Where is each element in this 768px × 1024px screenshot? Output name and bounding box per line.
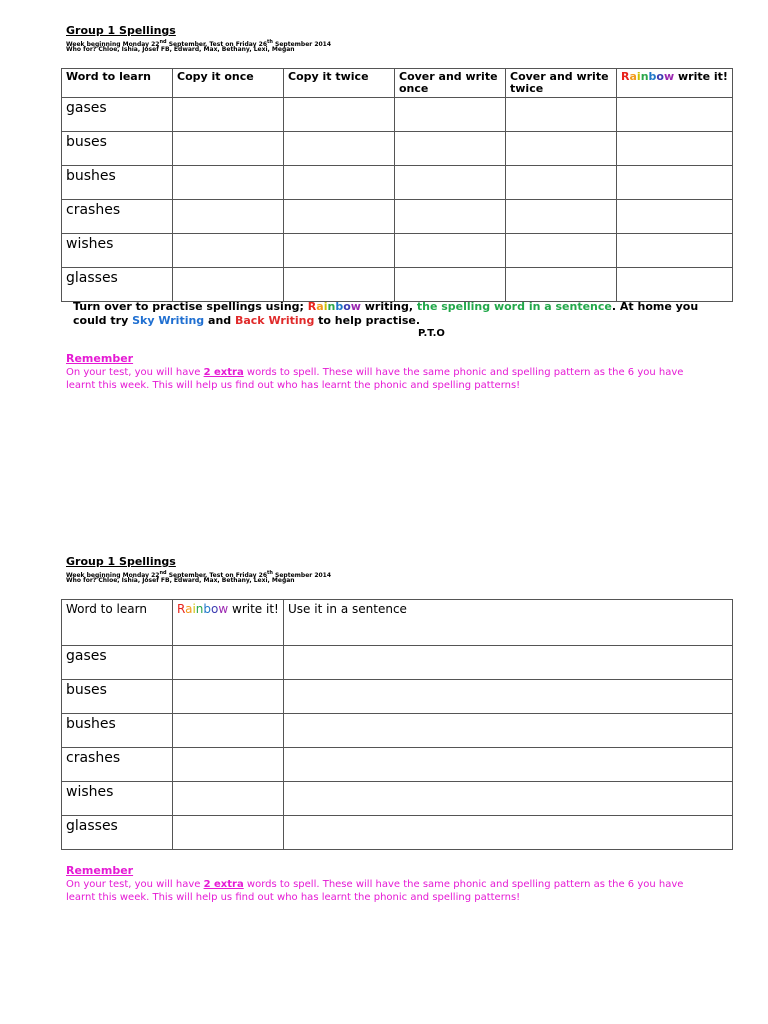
word-cell: gases xyxy=(62,646,173,680)
header-word: Word to learn xyxy=(62,69,173,98)
table-row xyxy=(62,132,733,166)
word-cell: wishes xyxy=(62,782,173,816)
sheet1-who-for: Who for? Chloe, Ishia, Josef FB, Edward, Max, Bethany, Lexi, Megan xyxy=(66,46,295,53)
sheet1-remember-text: On your test, you will have 2 extra words to spell. These will have the same phonic and spelling pattern as the 6 you have learnt this week. This will help us find out who has learnt the phonic and spelling patterns! xyxy=(66,367,684,391)
sheet2-sentence-table xyxy=(61,599,733,850)
header-cover-twice: Cover and write twice xyxy=(506,69,617,98)
header-copy-twice: Copy it twice xyxy=(284,69,395,98)
table-row xyxy=(62,166,733,200)
sheet1-header-row xyxy=(62,69,733,98)
sheet1-week-line: Week beginning Monday 22nd September, Test on Friday 26th September 2014 xyxy=(66,39,332,48)
table-row xyxy=(62,234,733,268)
sheet1-spelling-table xyxy=(61,68,733,302)
sheet2-header-row xyxy=(62,600,733,646)
header-rainbow: Rainbow write it! xyxy=(173,600,284,646)
sheet2-week-line: Week beginning Monday 22nd September, Test on Friday 26th September 2014 xyxy=(66,570,332,579)
word-cell: crashes xyxy=(62,748,173,782)
word-cell: buses xyxy=(62,132,173,166)
word-cell: wishes xyxy=(62,234,173,268)
sheet1-title: Group 1 Spellings xyxy=(66,24,176,37)
table-row xyxy=(62,816,733,850)
sheet1-remember-title: Remember xyxy=(66,352,134,365)
table-row xyxy=(62,98,733,132)
word-cell: bushes xyxy=(62,714,173,748)
table-row xyxy=(62,748,733,782)
header-copy-once: Copy it once xyxy=(173,69,284,98)
header-word: Word to learn xyxy=(62,600,173,646)
sheet2-remember-title: Remember xyxy=(66,864,134,877)
word-cell: gases xyxy=(62,98,173,132)
practise-instructions: Turn over to practise spellings using; Rainbow writing, the spelling word in a sentence. At home you could try Sky Writing and Back Writing to help practise. xyxy=(73,300,699,327)
table-row xyxy=(62,268,733,302)
header-cover-once: Cover and write once xyxy=(395,69,506,98)
word-cell: glasses xyxy=(62,268,173,302)
word-cell: crashes xyxy=(62,200,173,234)
word-cell: bushes xyxy=(62,166,173,200)
header-rainbow: Rainbow write it! xyxy=(617,69,733,98)
table-row xyxy=(62,200,733,234)
sheet2-remember-text: On your test, you will have 2 extra words to spell. These will have the same phonic and spelling pattern as the 6 you have learnt this week. This will help us find out who has learnt the phonic and spelling patterns! xyxy=(66,879,684,903)
word-cell: glasses xyxy=(62,816,173,850)
table-row xyxy=(62,714,733,748)
pto-label: P.T.O xyxy=(418,328,445,339)
sheet2-who-for: Who for? Chloe, Ishia, Josef FB, Edward, Max, Bethany, Lexi, Megan xyxy=(66,577,295,584)
word-cell: buses xyxy=(62,680,173,714)
table-row xyxy=(62,680,733,714)
header-sentence: Use it in a sentence xyxy=(284,600,733,646)
table-row xyxy=(62,782,733,816)
table-row xyxy=(62,646,733,680)
sheet2-title: Group 1 Spellings xyxy=(66,555,176,568)
